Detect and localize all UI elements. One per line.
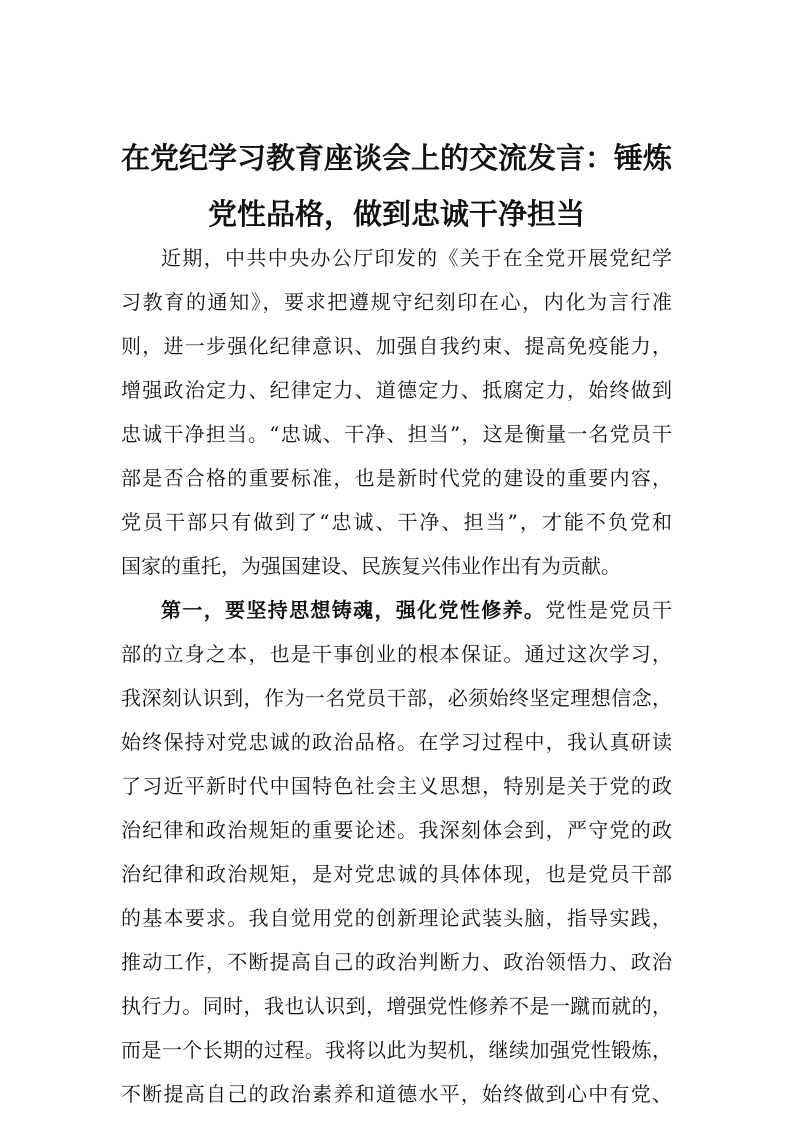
paragraph-2-first-line — [161, 588, 672, 632]
paragraph-2-first-line-rest: 党性是党员干 — [545, 598, 673, 622]
document-title-line-1: 在党纪学习教育座谈会上的交流发言：锤炼 — [120, 141, 672, 175]
paragraph-1-line: 习教育的通知》，要求把遵规守纪刻印在心，内化为言行准 — [121, 290, 672, 314]
paragraph-2-line: 我深刻认识到，作为一名党员干部，必须始终坚定理想信念， — [121, 686, 672, 710]
paragraph-1-line: 增强政治定力、纪律定力、道德定力、抵腐定力，始终做到 — [121, 378, 672, 402]
paragraph-2-line: 的基本要求。我自觉用党的创新理论武装头脑，指导实践， — [121, 906, 672, 930]
paragraph-1-line: 近期，中共中央办公厅印发的《关于在全党开展党纪学 — [161, 246, 672, 270]
paragraph-2-line: 治纪律和政治规矩的重要论述。我深刻体会到，严守党的政 — [121, 818, 672, 842]
paragraph-2-line: 治纪律和政治规矩，是对党忠诚的具体体现，也是党员干部 — [121, 862, 672, 886]
document-title-line-2: 党性品格，做到忠诚干净担当 — [207, 197, 585, 231]
paragraph-1-line: 党员干部只有做到了“忠诚、干净、担当”，才能不负党和 — [121, 510, 672, 534]
paragraph-1-line: 国家的重托，为强国建设、民族复兴伟业作出有为贡献。 — [121, 554, 621, 578]
paragraph-2-line: 而是一个长期的过程。我将以此为契机，继续加强党性锻炼， — [121, 1038, 672, 1062]
paragraph-2-line: 执行力。同时，我也认识到，增强党性修养不是一蹴而就的， — [121, 994, 672, 1018]
paragraph-2-line: 不断提高自己的政治素养和道德水平，始终做到心中有党、 — [121, 1082, 672, 1106]
paragraph-2-line: 始终保持对党忠诚的政治品格。在学习过程中，我认真研读 — [121, 730, 672, 754]
paragraph-2-line: 了习近平新时代中国特色社会主义思想，特别是关于党的政 — [121, 774, 672, 798]
paragraph-1-line: 忠诚干净担当。“忠诚、干净、担当”，这是衡量一名党员干 — [121, 422, 672, 446]
paragraph-2-line: 推动工作，不断提高自己的政治判断力、政治领悟力、政治 — [121, 950, 672, 974]
paragraph-1-line: 部是否合格的重要标准，也是新时代党的建设的重要内容， — [121, 466, 672, 490]
paragraph-2-line: 部的立身之本，也是干事创业的根本保证。通过这次学习， — [121, 642, 672, 666]
paragraph-1-line: 则，进一步强化纪律意识、加强自我约束、提高免疫能力， — [121, 334, 672, 358]
paragraph-2-heading: 第一，要坚持思想铸魂，强化党性修养。 — [161, 598, 546, 622]
